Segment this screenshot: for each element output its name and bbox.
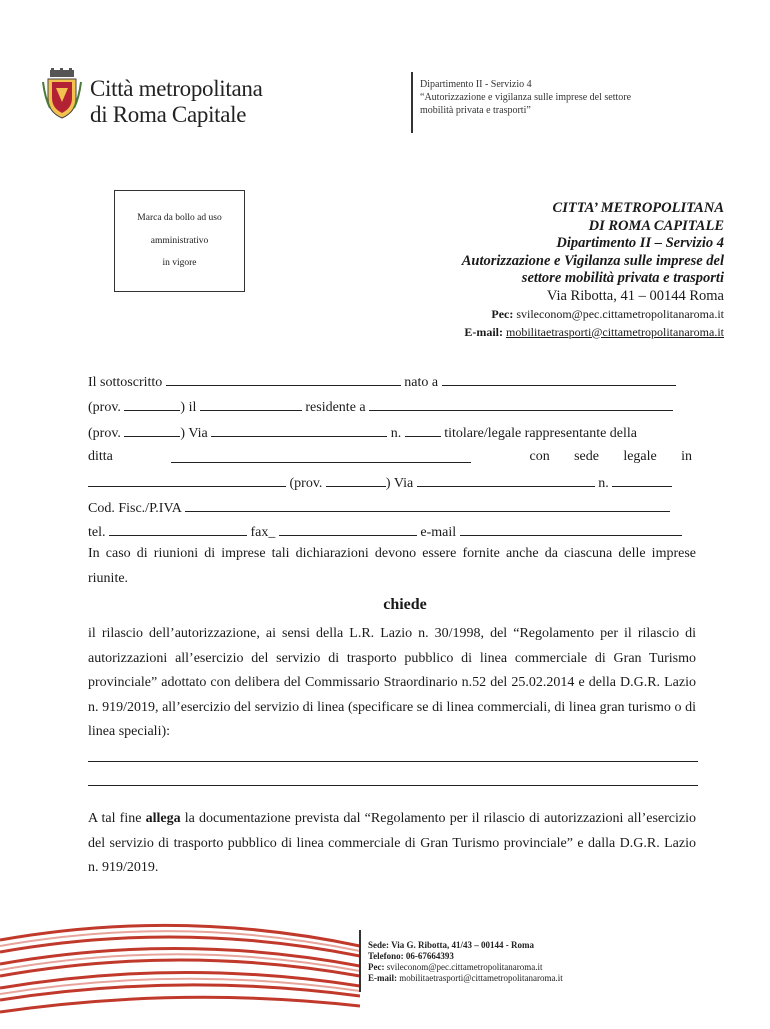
field-residence[interactable] — [369, 398, 673, 411]
label-il: ) il — [180, 400, 197, 415]
field-fiscal-code[interactable] — [185, 499, 670, 512]
footer-divider — [359, 930, 361, 992]
field-company-street[interactable] — [417, 474, 595, 487]
form-line-ditta — [88, 449, 692, 465]
field-street-number[interactable] — [405, 424, 441, 437]
field-birth-province[interactable] — [124, 398, 180, 411]
addressee-block — [462, 200, 724, 341]
form-line-codfisc — [88, 499, 692, 517]
form-line-contacts — [88, 523, 692, 541]
field-birthplace[interactable] — [442, 373, 676, 386]
label-nato-a: nato a — [404, 375, 439, 390]
addressee-line3: Dipartimento II – Servizio 4 — [556, 235, 724, 251]
label-ditta: ditta — [88, 449, 113, 464]
label-via: ) Via — [180, 426, 208, 441]
label-residente-a: residente a — [305, 400, 366, 415]
label-fax: fax_ — [250, 525, 276, 540]
addressee-line1: CITTA’ METROPOLITANA — [552, 200, 724, 216]
label-email: e-mail — [420, 525, 457, 540]
form-line-prov-il — [88, 398, 692, 416]
email-label: E-mail: — [464, 324, 503, 339]
dept-line2: “Autorizzazione e vigilanza sulle imprese del settore — [420, 92, 632, 103]
form-line-company-address — [88, 474, 692, 492]
allega-pre: A tal fine — [88, 811, 146, 826]
blank-line-1[interactable] — [88, 761, 698, 762]
blank-line-2[interactable] — [88, 785, 698, 786]
stamp-line2: amministrativo — [150, 236, 209, 246]
email-link[interactable]: mobilitaetrasporti@cittametropolitanaroma.it — [506, 324, 724, 339]
footer-contacts — [368, 940, 563, 984]
addressee-address: Via Ribotta, 41 – 00144 Roma — [546, 287, 724, 304]
addressee-line4: Autorizzazione e Vigilanza sulle imprese del — [461, 252, 724, 269]
footer-swoosh-graphic — [0, 900, 360, 1024]
footer-address: Sede: Via G. Ribotta, 41/43 – 00144 - Roma — [368, 940, 534, 950]
addressee-line2: DI ROMA CAPITALE — [588, 217, 724, 234]
label-prov-3: (prov. — [289, 476, 323, 491]
field-company-city[interactable] — [88, 474, 286, 487]
rilascio-paragraph: il rilascio dell’autorizzazione, ai sensi della L.R. Lazio n. 30/1998, del “Regolamento per il rilascio di autorizzazioni all’esercizio del servizio di trasporto pubblico di linea commerciale di Gran Turismo provinciale” adottato con delibera del Commissario Straordinario n.52 del 25.02.2014 e della D.G.R. Lazio n. 919/2019, all’esercizio del servizio di linea (specificare se di linea commerciali, di linea gran turismo o di linea speciali): — [88, 626, 696, 739]
label-sottoscritto: Il sottoscritto — [88, 375, 163, 390]
allega-paragraph — [88, 807, 696, 881]
field-company-province[interactable] — [326, 474, 386, 487]
addressee-line5: settore mobilità privata e trasporti — [521, 270, 724, 286]
label-prov: (prov. — [88, 400, 121, 415]
label-sede: sede — [574, 449, 599, 464]
dept-line3: mobilità privata e trasporti” — [420, 105, 531, 116]
label-con: con — [529, 449, 550, 464]
label-codfisc: Cod. Fisc./P.IVA — [88, 501, 182, 516]
stamp-line1: Marca da bollo ad uso — [137, 213, 222, 223]
footer-email[interactable]: mobilitaetrasporti@cittametropolitanaroma.it — [399, 973, 563, 983]
footer-phone: Telefono: 06-67664393 — [368, 951, 454, 961]
stamp-line3: in vigore — [162, 258, 197, 268]
field-birth-date[interactable] — [200, 398, 302, 411]
chiede-heading: chiede — [383, 596, 427, 613]
org-name-line2: di Roma Capitale — [90, 102, 247, 127]
field-residence-province[interactable] — [124, 424, 180, 437]
pec-label: Pec: — [491, 307, 514, 321]
org-name-line1: Città metropolitana — [90, 76, 263, 101]
pec-address: svileconom@pec.cittametropolitanaroma.it — [516, 307, 724, 321]
footer-pec-label: Pec: — [368, 962, 385, 972]
label-in: in — [681, 449, 692, 464]
label-via-2: ) Via — [385, 476, 414, 491]
form-line-via — [88, 424, 692, 442]
dept-line1: Dipartimento II - Servizio 4 — [420, 79, 532, 90]
label-prov-2: (prov. — [88, 426, 121, 441]
label-number: n. — [390, 426, 402, 441]
field-name[interactable] — [166, 373, 401, 386]
field-email[interactable] — [460, 523, 682, 536]
riunioni-paragraph: In caso di riunioni di imprese tali dichiarazioni devono essere fornite anche da ciascuna delle imprese riunite. — [88, 546, 696, 586]
label-number-2: n. — [598, 476, 609, 491]
field-phone[interactable] — [109, 523, 247, 536]
allega-bold: allega — [145, 811, 181, 826]
header-divider — [411, 72, 413, 133]
form-line-sottoscritto — [88, 373, 692, 391]
header-department — [420, 78, 631, 117]
revenue-stamp-box — [114, 190, 245, 292]
allega-post: la documentazione prevista dal “Regolamento per il rilascio di autorizzazioni all’esercizio del servizio di trasporto pubblico di linea commerciale di Gran Turismo provinciale” e dalla D.G.R. Lazio n. 919/2019. — [88, 811, 696, 875]
label-titolare: titolare/legale rappresentante della — [444, 426, 638, 441]
footer-email-label: E-mail: — [368, 973, 397, 983]
field-fax[interactable] — [279, 523, 417, 536]
organization-name — [90, 76, 263, 128]
label-tel: tel. — [88, 525, 106, 540]
coat-of-arms-logo — [42, 68, 82, 120]
field-company[interactable] — [171, 450, 471, 463]
footer-pec: svileconom@pec.cittametropolitanaroma.it — [386, 962, 543, 972]
field-company-street-number[interactable] — [612, 474, 672, 487]
label-legale: legale — [623, 449, 657, 464]
field-street[interactable] — [211, 424, 387, 437]
